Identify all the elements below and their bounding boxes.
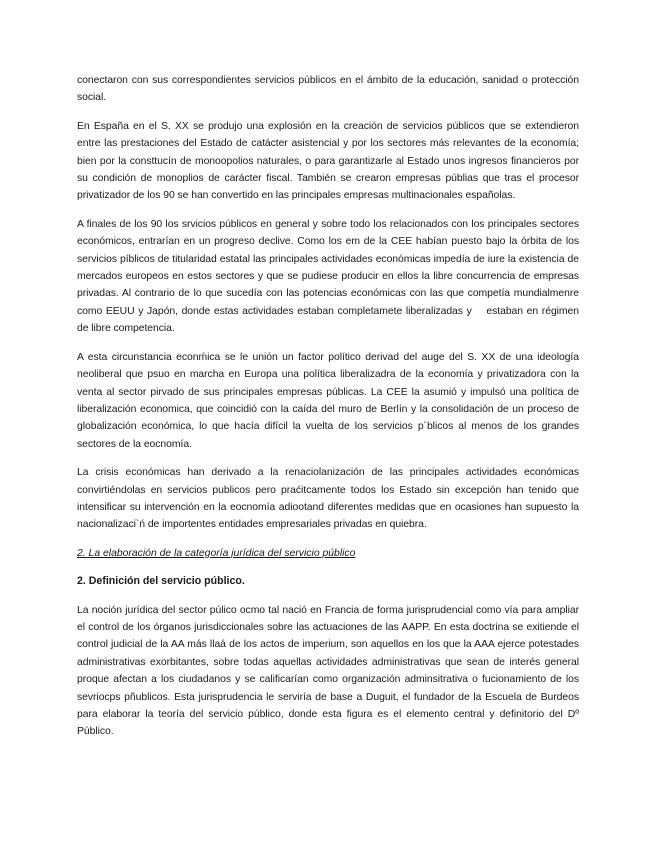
paragraph-1: conectaron con sus correspondientes servicios públicos en el ámbito de la educación, sanidad o protección social. (77, 75, 579, 104)
section-link-elaboracion[interactable]: 2. La elaboración de la categoría jurídica del servicio público (77, 547, 356, 559)
paragraph-closing: La noción jurídica del sector púlico ocmo tal nació en Francia de forma jurisprudencial como vía para ampliar el control de los órganos jurisdiccionales sobre las actuaciones de las AAPP. En esta doctrina se exitiende el control judicial de la AA más llaá de los actos de imperium, son aquellos en los que la AAA ejerce potestades administrativas exorbitantes, sobre todas aquellas actividades administrativas que sean de interés general proque afectan a los ciudadanos y se calificarían como organización adminsitrativa o fucionamiento de los sevriocps pñublicos. Esta jurisprudencia le serviría de base a Duguit, el fundador de la Escuela de Burdeos para elaborar la teoría del servicio público, donde esta figura es el elemento central y definitorio del Dº Público. (77, 604, 579, 738)
paragraph-2: En España en el S. XX se produjo una explosión en la creación de servicios públicos que se extendieron entre las prestaciones del Estado de catácter asistencial y por los sectores más relevantes de la economía; bien por la consttucín de monoopolios naturales, o para garantizarle al Estado unos ingresos financieros por su condición de monoplios de carácter fiscal. También se crearon empresas públias que tras el procesor privatizador de los 90 se han convertido en las principales empresas multinacionales españolas. (77, 120, 579, 202)
paragraph-5: La crisis económicas han derivado a la renaciolanización de las principales actividades económicas convirtiéndolas en servicios publicos pero praćitcamente todos los Estado sin excepción han tenido que intensificar su intervención en la eocnomía adiootand diferentes medidas que en ocasiones han supuesto la nacionalizaci`ń de importentes entidades empresariales privadas en quiebra. (77, 467, 579, 531)
paragraph-4: A esta circunstancia econḿica se le unión un factor político derivad del auge del S. XX de una ideología neoliberal que psuo en marcha en Europa una política liberalizadra de la economía y privatizadora con la venta al sector pirvado de sus principales empresas públicas. La CEE la asumió y impulsó una política de liberalización economica, que coincidió con la caída del muro de Berlín y la consolidación de un proceso de globalización económica, lo que hacía difícil la vuelta de los servicios p´blicos al menos de los grandes sectores de la eocnomía. (77, 351, 579, 450)
paragraph-3: A finales de los 90 los srvicios públicos en general y sobre todo los relacionados con los principales sectores económicos, entrarían en un progreso declive. Como los em de la CEE habían puesto bajo la órbita de los servicios píblicos de titularidad estatal las principales actividades económicas impedía de iure la existencia de mercados europeos en estos sectores y que se pudiese producir en ellos la libre concurrencia de empresas privadas. Al contrario de lo que sucedía con las potencias económicas con las que competía mundialmenre como EEUU y Japón, donde estas actividades estaban completamete liberalizadas y estaban en régimen de libre competencia. (77, 218, 582, 335)
section-heading-definicion: 2. Definición del servicio público. (77, 575, 245, 588)
document-page (77, 72, 582, 752)
